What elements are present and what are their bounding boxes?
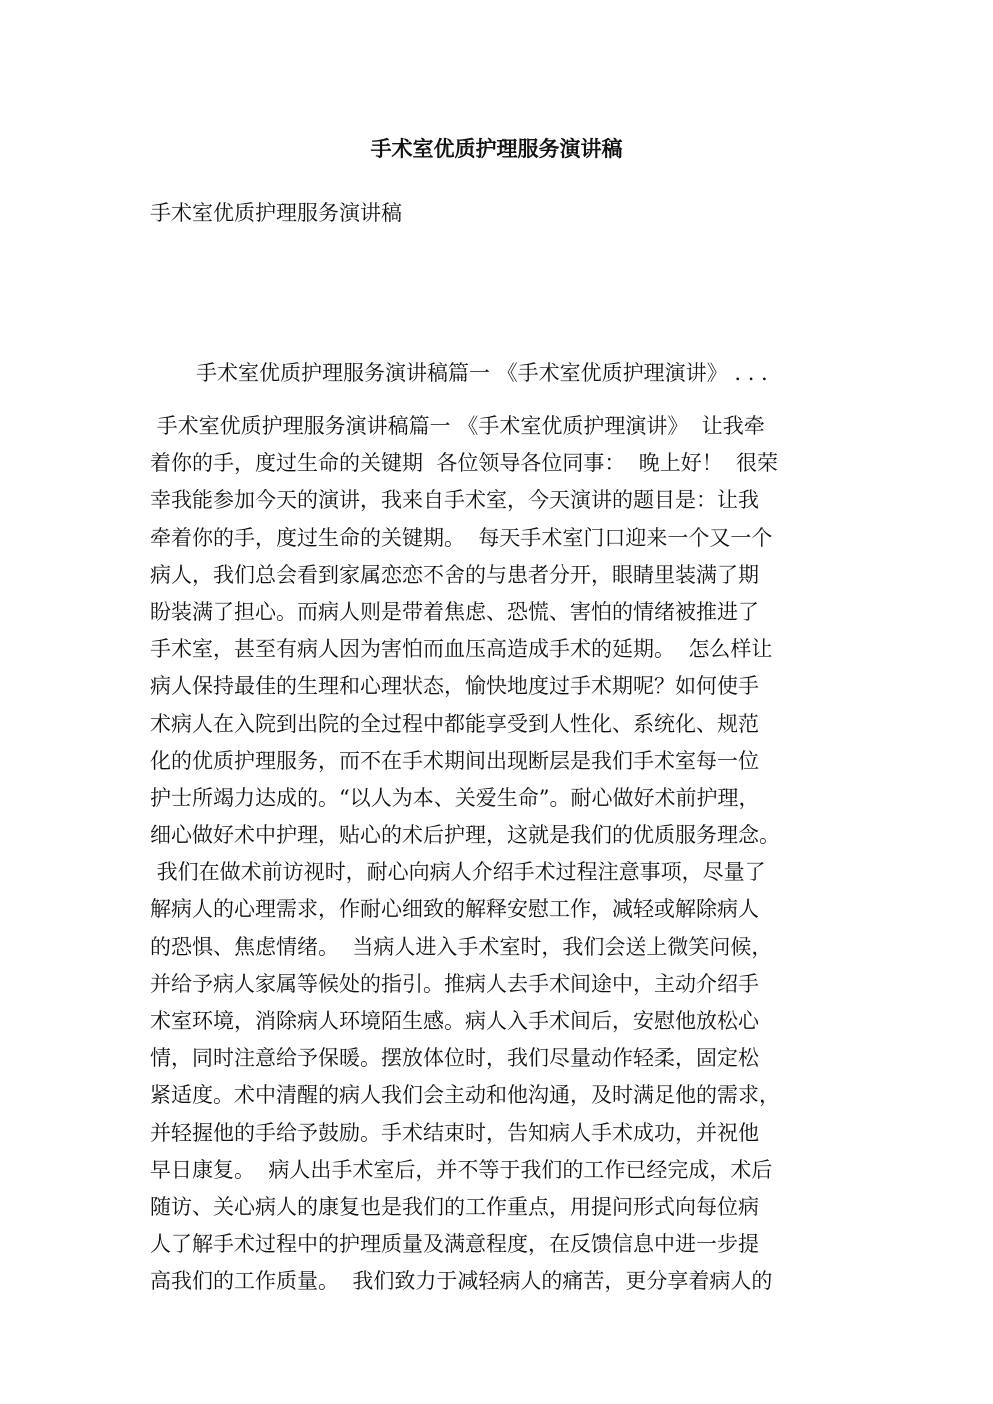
body-text (150, 408, 850, 1301)
text-line: 早日康复。 病人出手术室后，并不等于我们的工作已经完成，术后 (150, 1157, 773, 1182)
section-heading: 手术室优质护理服务演讲稿篇一 《手术室优质护理演讲》 . . . (196, 361, 768, 385)
text-line: 牵着你的手，度过生命的关键期。 每天手术室门口迎来一个又一个 (150, 525, 773, 550)
text-line: 我们在做术前访视时，耐心向病人介绍手术过程注意事项，尽量了 (150, 860, 766, 885)
text-line: 并轻握他的手给予鼓励。手术结束时，告知病人手术成功，并祝他 (150, 1120, 759, 1145)
text-line: 病人保持最佳的生理和心理状态，愉快地度过手术期呢？如何使手 (150, 674, 759, 699)
text-line: 的恐惧、焦虑情绪。 当病人进入手术室时，我们会送上微笑问候， (150, 934, 773, 959)
text-line: 着你的手，度过生命的关键期 各位领导各位同事： 晚上好！ 很荣 (150, 451, 779, 476)
document-title: 手术室优质护理服务演讲稿 (370, 136, 623, 161)
document-subtitle: 手术室优质护理服务演讲稿 (150, 201, 402, 225)
text-line: 盼装满了担心。而病人则是带着焦虑、恐慌、害怕的情绪被推进了 (150, 599, 759, 624)
text-line: 手术室，甚至有病人因为害怕而血压高造成手术的延期。 怎么样让 (150, 637, 773, 662)
text-line: 细心做好术中护理，贴心的术后护理，这就是我们的优质服务理念。 (150, 823, 780, 848)
text-line: 情，同时注意给予保暖。摆放体位时，我们尽量动作轻柔，固定松 (150, 1046, 759, 1071)
text-line: 术病人在入院到出院的全过程中都能享受到人性化、系统化、规范 (150, 711, 759, 736)
text-line: 随访、关心病人的康复也是我们的工作重点，用提问形式向每位病 (150, 1194, 759, 1219)
text-line: 并给予病人家属等候处的指引。推病人去手术间途中，主动介绍手 (150, 971, 759, 996)
text-line: 紧适度。术中清醒的病人我们会主动和他沟通，及时满足他的需求， (150, 1083, 780, 1108)
text-line: 解病人的心理需求，作耐心细致的解释安慰工作，减轻或解除病人 (150, 897, 759, 922)
text-line: 幸我能参加今天的演讲，我来自手术室，今天演讲的题目是：让我 (150, 488, 759, 513)
text-line: 人了解手术过程中的护理质量及满意程度，在反馈信息中进一步提 (150, 1232, 759, 1257)
text-line: 高我们的工作质量。 我们致力于减轻病人的痛苦，更分享着病人的 (150, 1269, 773, 1294)
text-line: 化的优质护理服务，而不在手术期间出现断层是我们手术室每一位 (150, 748, 759, 773)
text-line: 病人，我们总会看到家属恋恋不舍的与患者分开，眼睛里装满了期 (150, 562, 759, 587)
text-line: 术室环境，消除病人环境陌生感。病人入手术间后，安慰他放松心 (150, 1009, 759, 1033)
text-line: 护士所竭力达成的。“以人为本、关爱生命”。耐心做好术前护理， (150, 785, 760, 810)
text-line: 手术室优质护理服务演讲稿篇一 《手术室优质护理演讲》 让我牵 (150, 414, 765, 438)
